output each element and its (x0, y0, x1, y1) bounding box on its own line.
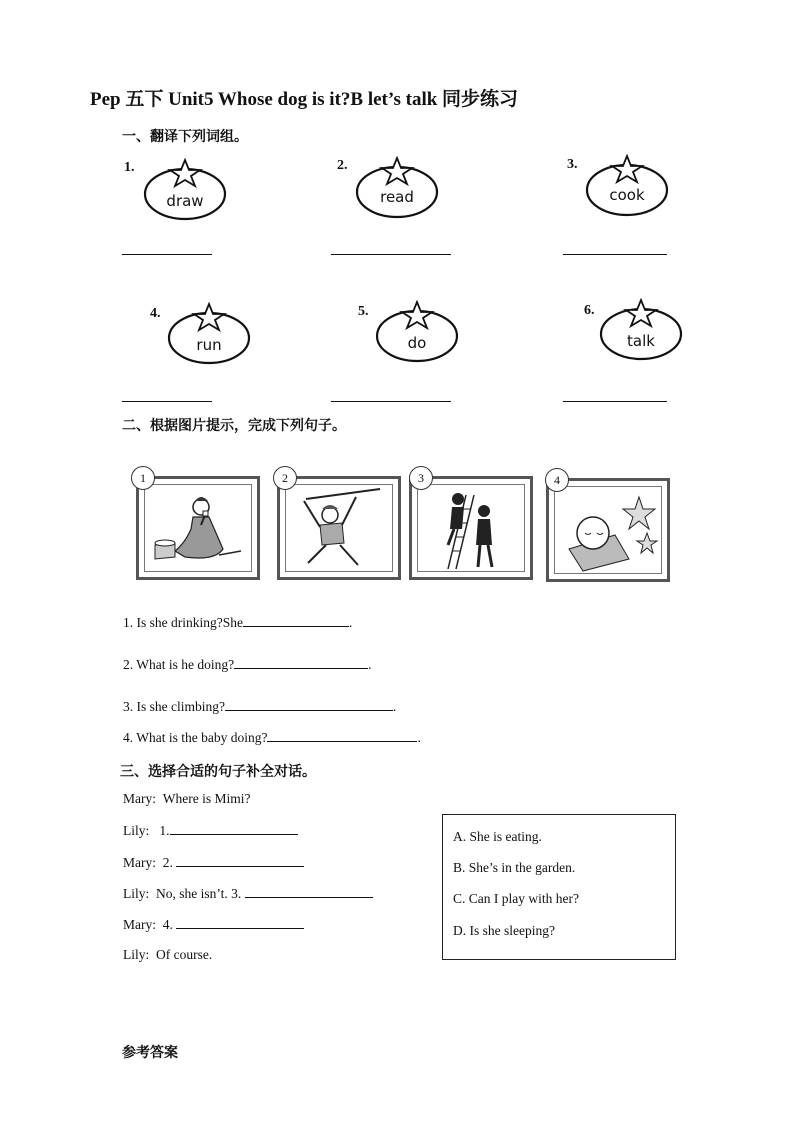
section1-heading: 一、翻译下列词组。 (122, 129, 248, 145)
tomato-icon (142, 158, 228, 222)
answer-blank[interactable] (225, 698, 393, 711)
dialog-line-5 (123, 916, 304, 933)
option-a: A. She is eating. (453, 829, 542, 844)
dialog-line-2 (123, 822, 298, 839)
question-end: . (417, 730, 421, 745)
speaker: Lily: (123, 947, 150, 962)
option-c: C. Can I play with her? (453, 891, 579, 906)
page-title: Pep 五下 Unit5 Whose dog is it?B let’s talk 同步练习 (90, 89, 519, 110)
question-4 (123, 729, 421, 746)
vocab-word: cook (609, 186, 645, 204)
question-end: . (392, 699, 397, 714)
question-3 (123, 698, 396, 715)
answer-blank[interactable] (176, 916, 304, 929)
dialog-text: 4. (162, 917, 173, 932)
baby-sleeping-illustration (555, 487, 661, 573)
woman-drinking-illustration (145, 485, 251, 571)
woman-climbing-illustration (418, 485, 524, 571)
answer-blank[interactable] (243, 614, 349, 627)
tomato-icon (354, 156, 440, 220)
dialog-line-4 (123, 885, 373, 902)
vocab-word: talk (627, 332, 655, 350)
vocab-number: 1. (124, 160, 135, 175)
picture-number: 2 (273, 466, 297, 490)
vocab-number: 3. (567, 157, 578, 172)
answer-heading: 参考答案 (122, 1045, 178, 1061)
speaker: Mary: (123, 855, 156, 870)
dialog-line-3 (123, 854, 304, 871)
answer-line[interactable] (331, 254, 451, 255)
vocab-word: read (380, 188, 414, 206)
speaker: Lily: (123, 886, 150, 901)
answer-line[interactable] (563, 401, 667, 402)
dialog-text: Where is Mimi? (162, 791, 251, 806)
question-end: . (348, 615, 353, 630)
vocab-number: 2. (337, 158, 348, 173)
vocab-number: 4. (150, 306, 161, 321)
dialog-line-1 (123, 791, 250, 807)
answer-line[interactable] (563, 254, 667, 255)
picture-climbing (409, 476, 533, 580)
question-1 (123, 614, 352, 631)
answer-blank[interactable] (234, 656, 368, 669)
option-d: D. Is she sleeping? (453, 923, 555, 938)
picture-drinking (136, 476, 260, 580)
vocab-number: 5. (358, 304, 369, 319)
vocab-number: 6. (584, 303, 595, 318)
answer-line[interactable] (122, 401, 212, 402)
answer-line[interactable] (331, 401, 451, 402)
man-jumping-illustration (286, 485, 392, 571)
section3-heading: 三、选择合适的句子补全对话。 (120, 764, 316, 780)
tomato-icon (374, 300, 460, 364)
dialog-text: 1. (159, 823, 170, 838)
picture-sleeping (546, 478, 670, 582)
question-text: 2. What is he doing? (123, 657, 235, 672)
question-2 (123, 656, 371, 673)
question-text: 1. Is she drinking?She (123, 615, 243, 630)
question-text: 4. What is the baby doing? (123, 730, 268, 745)
answer-blank[interactable] (170, 822, 298, 835)
speaker: Mary: (123, 791, 156, 806)
answer-blank[interactable] (267, 729, 417, 742)
option-b: B. She’s in the garden. (453, 860, 576, 875)
dialog-text: No, she isn’t. 3. (156, 886, 242, 901)
dialog-text: 2. (162, 855, 173, 870)
tomato-icon (598, 298, 684, 362)
section2-heading: 二、根据图片提示，完成下列句子。 (122, 418, 346, 434)
dialog-text: Of course. (156, 947, 213, 962)
options-box (442, 814, 676, 960)
picture-number: 4 (545, 468, 569, 492)
vocab-word: do (407, 334, 427, 352)
answer-blank[interactable] (176, 854, 304, 867)
answer-line[interactable] (122, 254, 212, 255)
dialog-line-6 (123, 947, 212, 963)
question-text: 3. Is she climbing? (123, 699, 225, 714)
picture-dancing (277, 476, 401, 580)
answer-blank[interactable] (245, 885, 373, 898)
vocab-word: run (196, 336, 222, 354)
tomato-icon (584, 154, 670, 218)
vocab-word: draw (166, 192, 204, 210)
speaker: Lily: (123, 823, 150, 838)
picture-number: 3 (409, 466, 433, 490)
picture-number: 1 (131, 466, 155, 490)
tomato-icon (166, 302, 252, 366)
speaker: Mary: (123, 917, 156, 932)
question-end: . (368, 657, 372, 672)
